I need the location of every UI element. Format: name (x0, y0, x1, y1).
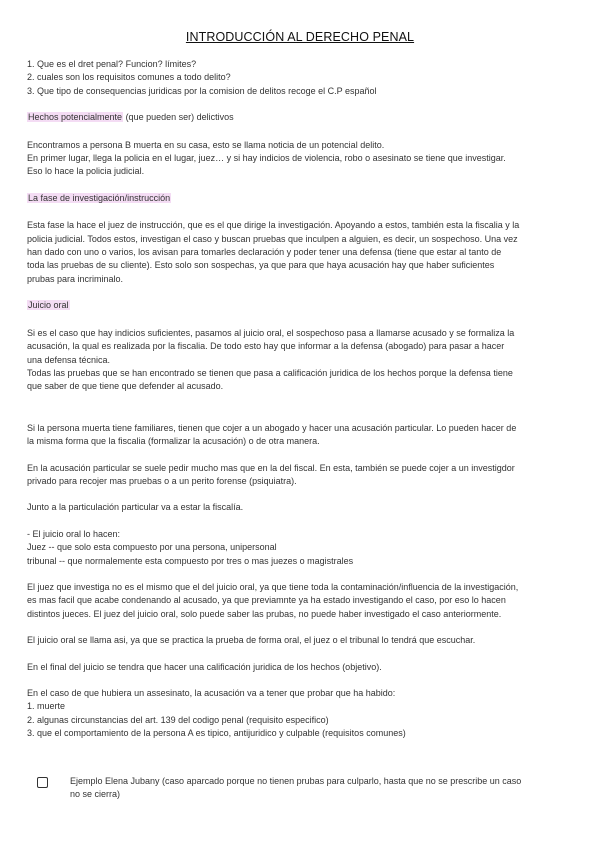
paragraph-line: El juez que investiga no es el mismo que el del juicio oral, ya que tiene toda la contaminación/influencia de la investigación, (27, 581, 519, 592)
paragraph-line: Juez -- que solo esta compuesto por una persona, unipersonal (27, 542, 277, 553)
paragraph-line: Encontramos a persona B muerta en su casa, esto se llama noticia de un potencial delito. (27, 139, 385, 150)
paragraph-line: El juicio oral se llama asi, ya que se practica la prueba de forma oral, el juez o el tribunal lo tendrá que escuchar. (27, 635, 476, 646)
section-1-body (27, 139, 573, 179)
section-3-paragraph-9 (27, 687, 573, 741)
paragraph-line: - El juicio oral lo hacen: (27, 528, 121, 539)
question-3: 3. Que tipo de consequencias juridicas por la comision de delitos recoge el C.P español (27, 85, 377, 96)
section-1-highlight: Hechos potencialmente (28, 112, 123, 123)
section-3-highlight: Juicio oral (28, 300, 69, 311)
todo-item[interactable] (37, 775, 567, 802)
section-2-highlight: La fase de investigación/instrucción (28, 192, 171, 203)
section-3-paragraph-1 (27, 327, 573, 394)
paragraph-line: Todas las pruebas que se han encontrado se tienen que pasa a calificación juridica de los hechos porque la defensa tiene (27, 367, 513, 378)
list-item: 3. que el comportamiento de la persona A es tipico, antijuridico y culpable (requisitos comunes) (27, 728, 406, 739)
section-3-paragraph-6 (27, 581, 573, 621)
paragraph-line: Si es el caso que hay indicios suficientes, pasamos al juicio oral, el sospechoso pasa a llamarse acusado y se formaliza la (27, 327, 515, 338)
document-title: INTRODUCCIÓN AL DERECHO PENAL (185, 30, 415, 44)
paragraph-line: privado para recojer mas pruebas o a un perito forense (psiquiatra). (27, 475, 297, 486)
todo-checkbox[interactable] (37, 777, 48, 788)
paragraph-line: Esta fase la hace el juez de instrucción, que es el que dirige la investigación. Apoyando a estos, también esta la fiscalia y la (27, 220, 520, 231)
paragraph-line: Junto a la particulación particular va a estar la fiscalía. (27, 502, 244, 513)
paragraph-line: toda las pruebas de su cliente). Esto solo son sospechas, ya que para que haya acusación hay que haber suficientes (27, 260, 495, 271)
todo-text-line: no se cierra) (70, 789, 121, 800)
section-3-paragraph-2 (27, 422, 573, 449)
paragraph-line: Eso lo hace la policia judicial. (27, 166, 145, 177)
list-item: 2. algunas circunstancias del art. 139 del codigo penal (requisito especifico) (27, 714, 329, 725)
paragraph-line: que saber de que tiene que defender al acusado. (27, 381, 224, 392)
paragraph-line: la misma forma que la fiscalia (formalizar la acusación) o de otra manera. (27, 436, 320, 447)
paragraph-line: policia judicial. Todos estos, investigan el caso y buscan pruebas que inculpen a alguien, es decir, un sospechoso. Una vez (27, 233, 518, 244)
section-2-heading (27, 192, 573, 205)
paragraph-line: Si la persona muerta tiene familiares, tienen que cojer a un abogado y hacer una acusación particular. Lo pueden hacer de (27, 422, 517, 433)
list-item: 1. muerte (27, 701, 66, 712)
section-1-heading (27, 111, 573, 124)
paragraph-line: una defensa técnica. (27, 354, 111, 365)
section-3-paragraph-4 (27, 501, 573, 514)
todo-text-line: Ejemplo Elena Jubany (caso aparcado porque no tienen prubas para culparlo, hasta que no se prescribe un caso (70, 776, 522, 786)
paragraph-line: En primer lugar, llega la policia en el lugar, juez… y si hay indicios de violencia, robo o asesinato se tiene que investigar. (27, 153, 506, 164)
section-3-paragraph-5 (27, 528, 573, 568)
section-3-heading (27, 299, 573, 312)
paragraph-line: En el final del juicio se tendra que hacer una calificación juridica de los hechos (objetivo). (27, 661, 382, 672)
section-2-body (27, 219, 573, 286)
section-3-paragraph-3 (27, 462, 573, 489)
section-1-heading-rest: (que pueden ser) delictivos (123, 112, 234, 123)
paragraph-line: En el caso de que hubiera un assesinato, la acusación va a tener que probar que ha habido: (27, 688, 396, 698)
paragraph-line: En la acusación particular se suele pedir mucho mas que en la del fiscal. En esta, también se puede cojer a un investigdor (27, 462, 515, 473)
paragraph-line: distintos jueces. El juez del juicio oral, solo puede saber las prubas, no puede haber investigado el caso anteriormente. (27, 608, 502, 619)
paragraph-line: tribunal -- que normalemente esta compuesto por tres o mas juezes o magistrales (27, 555, 354, 566)
todo-text (70, 775, 521, 802)
questions-list (27, 58, 573, 98)
question-1: 1. Que es el dret penal? Funcion? límites? (27, 59, 197, 69)
question-2: 2. cuales son los requisitos comunes a todo delito? (27, 72, 231, 83)
paragraph-line: han dado con uno o varios, los avisan para tomarles declaración y poder tener una defensa (tiene que estar al tanto de (27, 247, 502, 258)
paragraph-line: es mas facil que acabe condenando al acusado, ya que previamnte ya ha estado investigando el caso, por eso lo hacen (27, 595, 506, 606)
paragraph-line: prubas para incriminalo. (27, 273, 124, 284)
section-3-paragraph-7 (27, 634, 573, 647)
paragraph-line: acusación, la qual es realizada por la fiscalia. De todo esto hay que informar a la defensa (abogado) para pasar a hacer (27, 341, 505, 352)
section-3-paragraph-8 (27, 661, 573, 674)
